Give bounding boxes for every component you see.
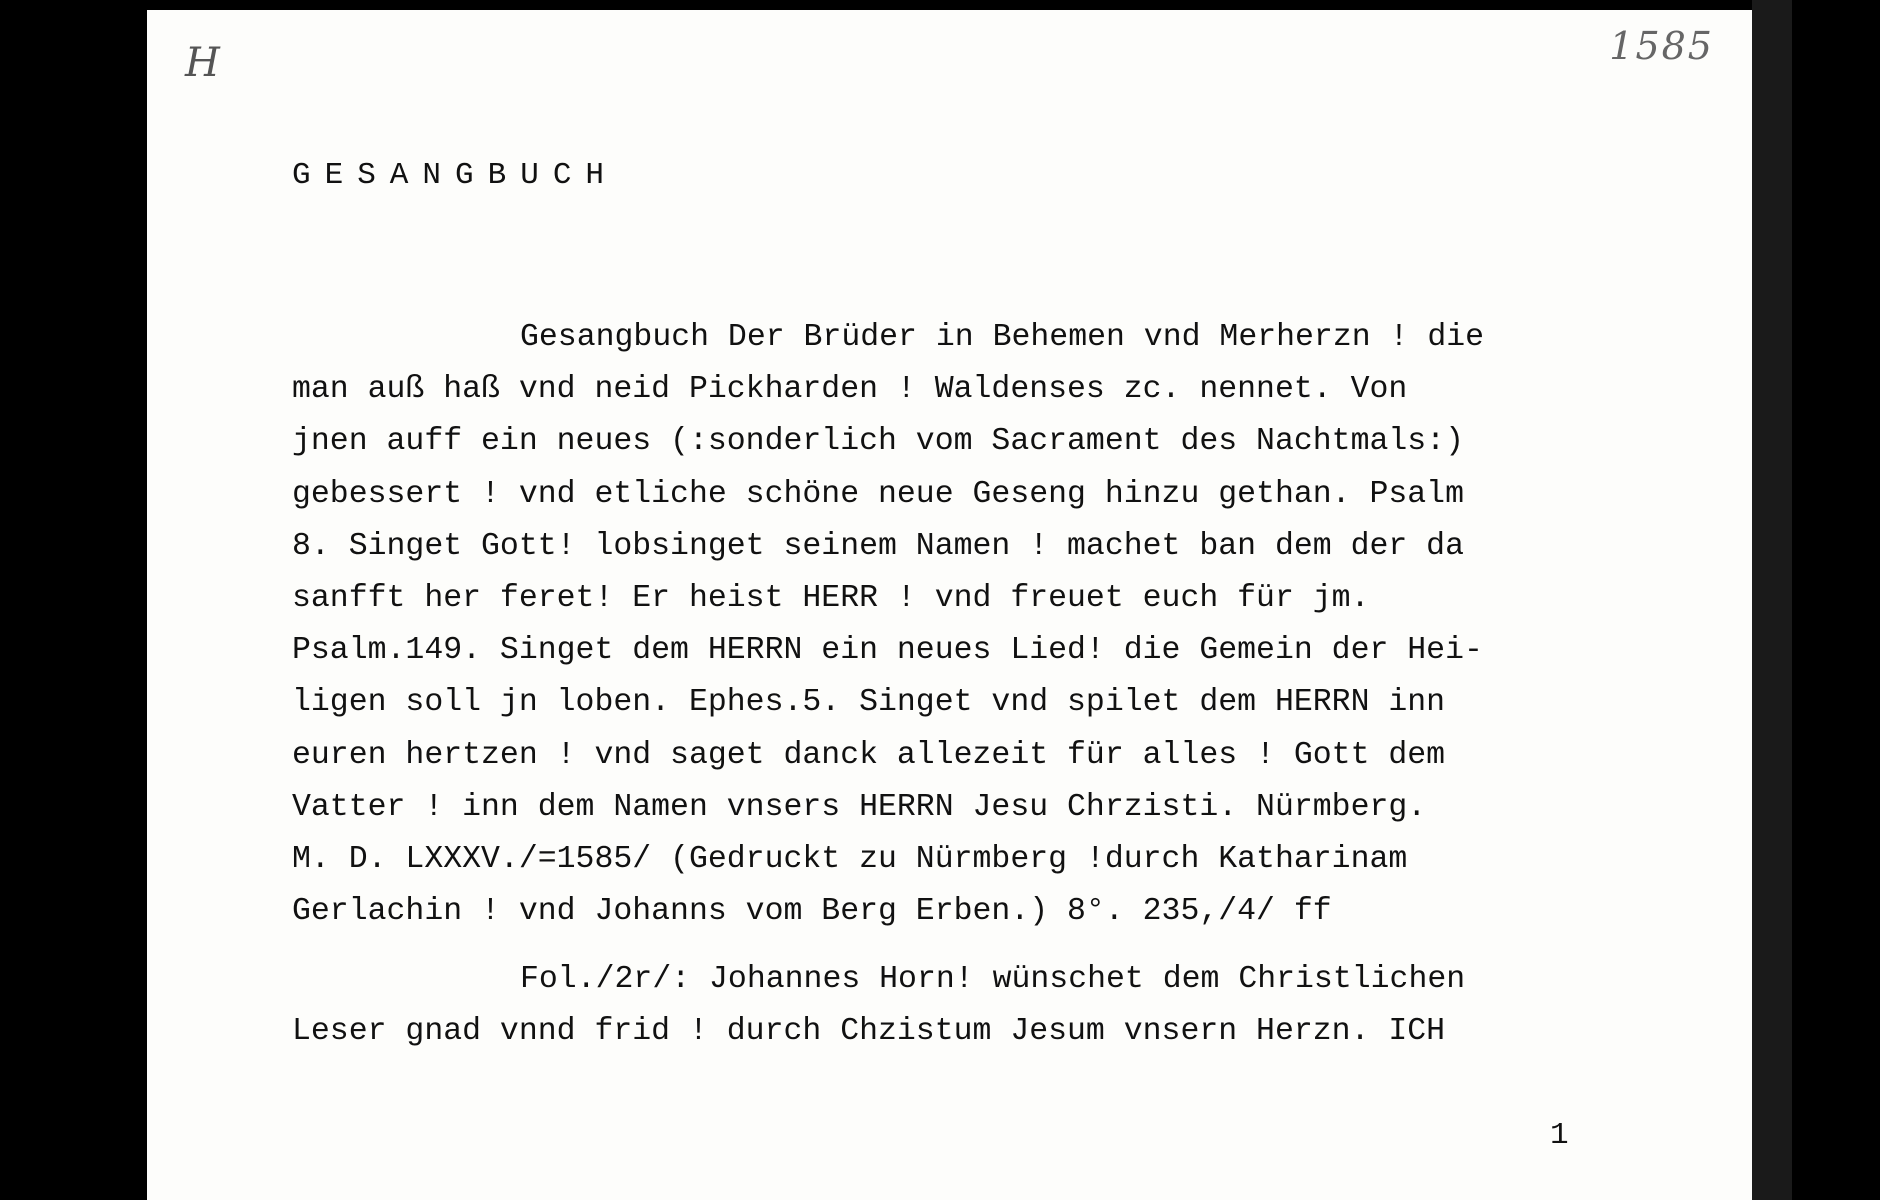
scan-edge [1752,0,1792,1200]
text-line: gebessert ! vnd etliche schöne neue Geseng hinzu gethan. Psalm [292,476,1464,512]
text-line: ligen soll jn loben. Ephes.5. Singet vnd spilet dem HERRN inn [292,685,1446,721]
document-page [147,10,1752,1200]
page-title: GESANGBUCH [292,158,619,193]
text-line: Leser gnad vnnd frid ! durch Chzistum Jesum vnsern Herzn. ICH [292,1014,1446,1050]
text-line: M. D. LXXXV./=1585/ (Gedruckt zu Nürmberg !durch Katharinam [292,842,1408,878]
text-line: Fol./2r/: Johannes Horn! wünschet dem Christlichen [520,962,1466,997]
text-line: jnen auff ein neues (:sonderlich vom Sacrament des Nachtmals:) [292,424,1464,460]
reference-number: 1585 [1609,24,1714,68]
text-line: sanfft her feret! Er heist HERR ! vnd freuet euch für jm. [292,581,1370,617]
text-line: 8. Singet Gott! lobsinget seinem Namen ! machet ban dem der da [292,528,1464,564]
margin-mark: H [185,40,220,86]
text-line: euren hertzen ! vnd saget danck allezeit für alles ! Gott dem [292,737,1446,773]
bibliographic-entry [292,312,1732,938]
text-line: Gerlachin ! vnd Johanns vom Berg Erben.) 8°. 235,/4/ ff [292,894,1332,930]
text-line: Gesangbuch Der Brüder in Behemen vnd Merherzn ! die [520,320,1485,355]
text-line: man auß haß vnd neid Pickharden ! Waldenses zc. nennet. Von [292,372,1408,408]
page-number: 1 [1550,1118,1569,1153]
text-line: Psalm.149. Singet dem HERRN ein neues Lied! die Gemein der Hei- [292,633,1483,669]
text-line: Vatter ! inn dem Namen vnsers HERRN Jesu Chrzisti. Nürmberg. [292,789,1427,825]
folio-note [292,954,1732,1058]
